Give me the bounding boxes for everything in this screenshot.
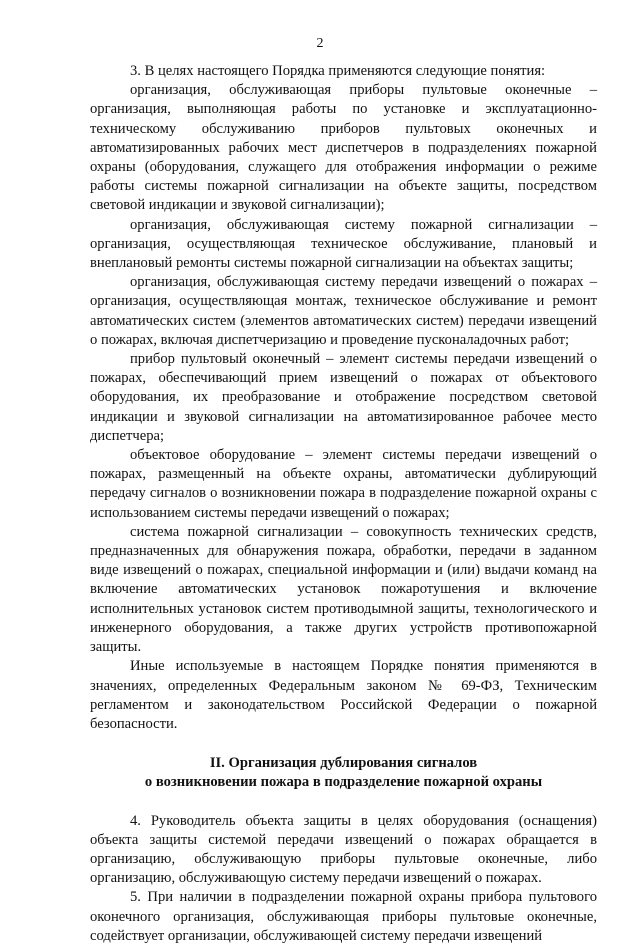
page-number: 2 [316,36,324,51]
paragraph-other-terms: Иные используемые в настоящем Порядке понятия применяются в значениях, определенных Федеральным законом № 69-ФЗ, Техническим регламентом и законодательством Российской Федерации о пожарной безопасности. [90,658,597,732]
section-heading-line2: о возникновении пожара в подразделение пожарной охраны [144,774,543,791]
paragraph-definition-fire-alarm-system: система пожарной сигнализации – совокупность технических средств, предназначенных для обнаружения пожара, обработки, передачи в заданном виде извещений о пожарах, специальной информации и (или) выдачи команд на включение автоматических установок пожаротушения и включение исполнительных установок систем противодымной защиты, технологического и инженерного оборудования, а также других устройств противопожарной защиты. [90,523,597,656]
section-heading [90,754,597,792]
paragraph-definition-ppo-organization: организация, обслуживающая приборы пультовые оконечные – организация, выполняющая работы по установке и эксплуатационно-техническому обслуживанию приборов пультовых оконечных и автоматизированных рабочих мест диспетчеров в подразделениях пожарной охраны (оборудования, служащего для отображения информации о режиме работы системы пожарной сигнализации на объекте защиты, посредством световой индикации и звуковой сигнализации); [90,82,597,214]
document-body [90,62,597,946]
section-heading-line1: II. Организация дублирования сигналов [209,755,478,772]
paragraph-item-4: 4. Руководитель объекта защиты в целях оборудования (оснащения) объекта защиты системой передачи извещений о пожарах обращается в организацию, обслуживающую приборы пультовые оконечные, либо организацию, обслуживающую систему передачи извещений о пожарах. [90,812,597,887]
paragraph-definition-notification-organization: организация, обслуживающая систему передачи извещений о пожарах – организация, осуществляющая монтаж, техническое обслуживание и ремонт автоматических систем (элементов автоматических систем) передачи извещений о пожарах, включая диспетчеризацию и проведение пусконаладочных работ; [90,274,597,348]
paragraph-definition-ppo-device: прибор пультовый оконечный – элемент системы передачи извещений о пожарах, обеспечивающий прием извещений о пожарах от объектового оборудования, их преобразование и отображение посредством световой индикации и звуковой сигнализации на автоматизированное рабочее место диспетчера; [90,351,597,444]
paragraph-definitions-intro: 3. В целях настоящего Порядка применяются следующие понятия: [130,63,546,79]
paragraph-item-5: 5. При наличии в подразделении пожарной охраны прибора пультового оконечного организация, обслуживающая приборы пультовые оконечные, содействует организации, обслуживающей систему передачи извещений [90,889,597,944]
paragraph-definition-object-equipment: объектовое оборудование – элемент системы передачи извещений о пожарах, размещенный на объекте охраны, автоматически дублирующий передачу сигналов о возникновении пожара в подразделение пожарной охраны с использованием системы передачи извещений о пожарах; [90,447,597,521]
paragraph-definition-fire-alarm-organization: организация, обслуживающая систему пожарной сигнализации – организация, осуществляющая техническое обслуживание, плановый и внеплановый ремонты системы пожарной сигнализации на объектах защиты; [90,216,597,272]
